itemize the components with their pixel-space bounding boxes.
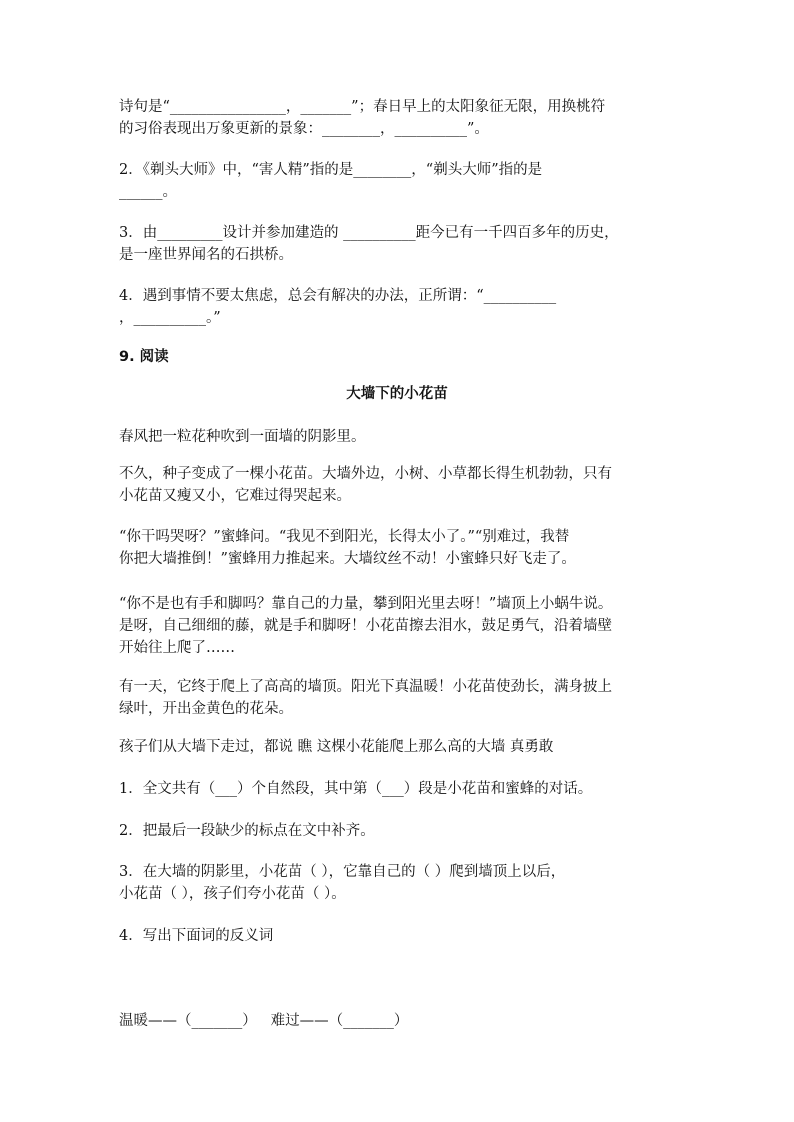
text-line: 是呀，自己细细的藤，就是手和脚呀！小花苗擦去泪水，鼓足勇气，沿着墙壁 [119, 618, 612, 634]
text-line: “你干吗哭呀？”蜜蜂问。“我见不到阳光，长得太小了。”“别难过，我替 [119, 529, 570, 545]
passage-paragraph-3 [119, 526, 689, 570]
fill-in-item-1 [119, 96, 689, 140]
text-line: 你把大墙推倒！”蜜蜂用力推起来。大墙纹丝不动！小蜜蜂只好飞走了。 [119, 551, 576, 567]
text-line: 温暖——（_______） 难过——（_______） [119, 1013, 409, 1029]
passage-paragraph-5 [119, 676, 689, 720]
text-line: 绿叶，开出金黄色的花朵。 [119, 701, 293, 717]
passage-paragraph-6 [119, 736, 689, 758]
text-line: 有一天，它终于爬上了高高的墙顶。阳光下真温暖！小花苗使劲长，满身披上 [119, 679, 612, 695]
section-heading: 9. 阅读 [119, 349, 169, 365]
text-line: 春风把一粒花种吹到一面墙的阴影里。 [119, 429, 366, 445]
text-line: ，__________。” [119, 310, 221, 326]
fill-in-item-2 [119, 159, 689, 203]
text-line: 2．把最后一段缺少的标点在文中补齐。 [119, 823, 375, 839]
text-line: “你不是也有手和脚吗？靠自己的力量，攀到阳光里去呀！”墙顶上小蜗牛说。 [119, 596, 613, 612]
text-line: 4．写出下面词的反义词 [119, 928, 274, 944]
fill-in-item-3 [119, 222, 689, 266]
question-2 [119, 820, 689, 842]
passage-paragraph-1 [119, 426, 689, 448]
passage-title: 大墙下的小花苗 [346, 386, 448, 402]
text-line: 小花苗又瘦又小，它难过得哭起来。 [119, 488, 351, 504]
fill-in-item-4 [119, 285, 689, 329]
text-line: 1．全文共有（___）个自然段，其中第（___）段是小花苗和蜜蜂的对话。 [119, 781, 593, 797]
text-line: 4．遇到事情不要太焦虑，总会有解决的办法，正所谓：“__________ [119, 288, 557, 304]
question-1 [119, 778, 689, 800]
question-3 [119, 861, 689, 905]
text-line: 孩子们从大墙下走过，都说 瞧 这棵小花能爬上那么高的大墙 真勇敢 [119, 739, 554, 755]
passage-paragraph-4 [119, 593, 689, 659]
text-line: ______。 [119, 184, 177, 200]
text-line: 小花苗（ ），孩子们夸小花苗（ ）。 [119, 886, 346, 902]
text-line: 是一座世界闻名的石拱桥。 [119, 247, 293, 263]
text-line: 2．《剃头大师》中，“害人精”指的是________，“剃头大师”指的是 [119, 162, 543, 178]
text-line: 的习俗表现出万象更新的景象：________，__________”。 [119, 121, 489, 137]
passage-paragraph-2 [119, 463, 689, 507]
text-line: 诗句是“________________，_______”；春日早上的太阳象征无限，用换桃符 [119, 99, 606, 115]
text-line: 不久，种子变成了一棵小花苗。大墙外边，小树、小草都长得生机勃勃，只有 [119, 466, 612, 482]
text-line: 3．由_________设计并参加建造的 __________距今已有一千四百多年的历史， [119, 225, 619, 241]
text-line: 开始往上爬了…… [119, 640, 235, 656]
antonym-answers [119, 966, 689, 1076]
text-line: 3．在大墙的阴影里，小花苗（ ），它靠自己的（ ）爬到墙顶上以后， [119, 864, 566, 880]
question-4 [119, 925, 689, 947]
